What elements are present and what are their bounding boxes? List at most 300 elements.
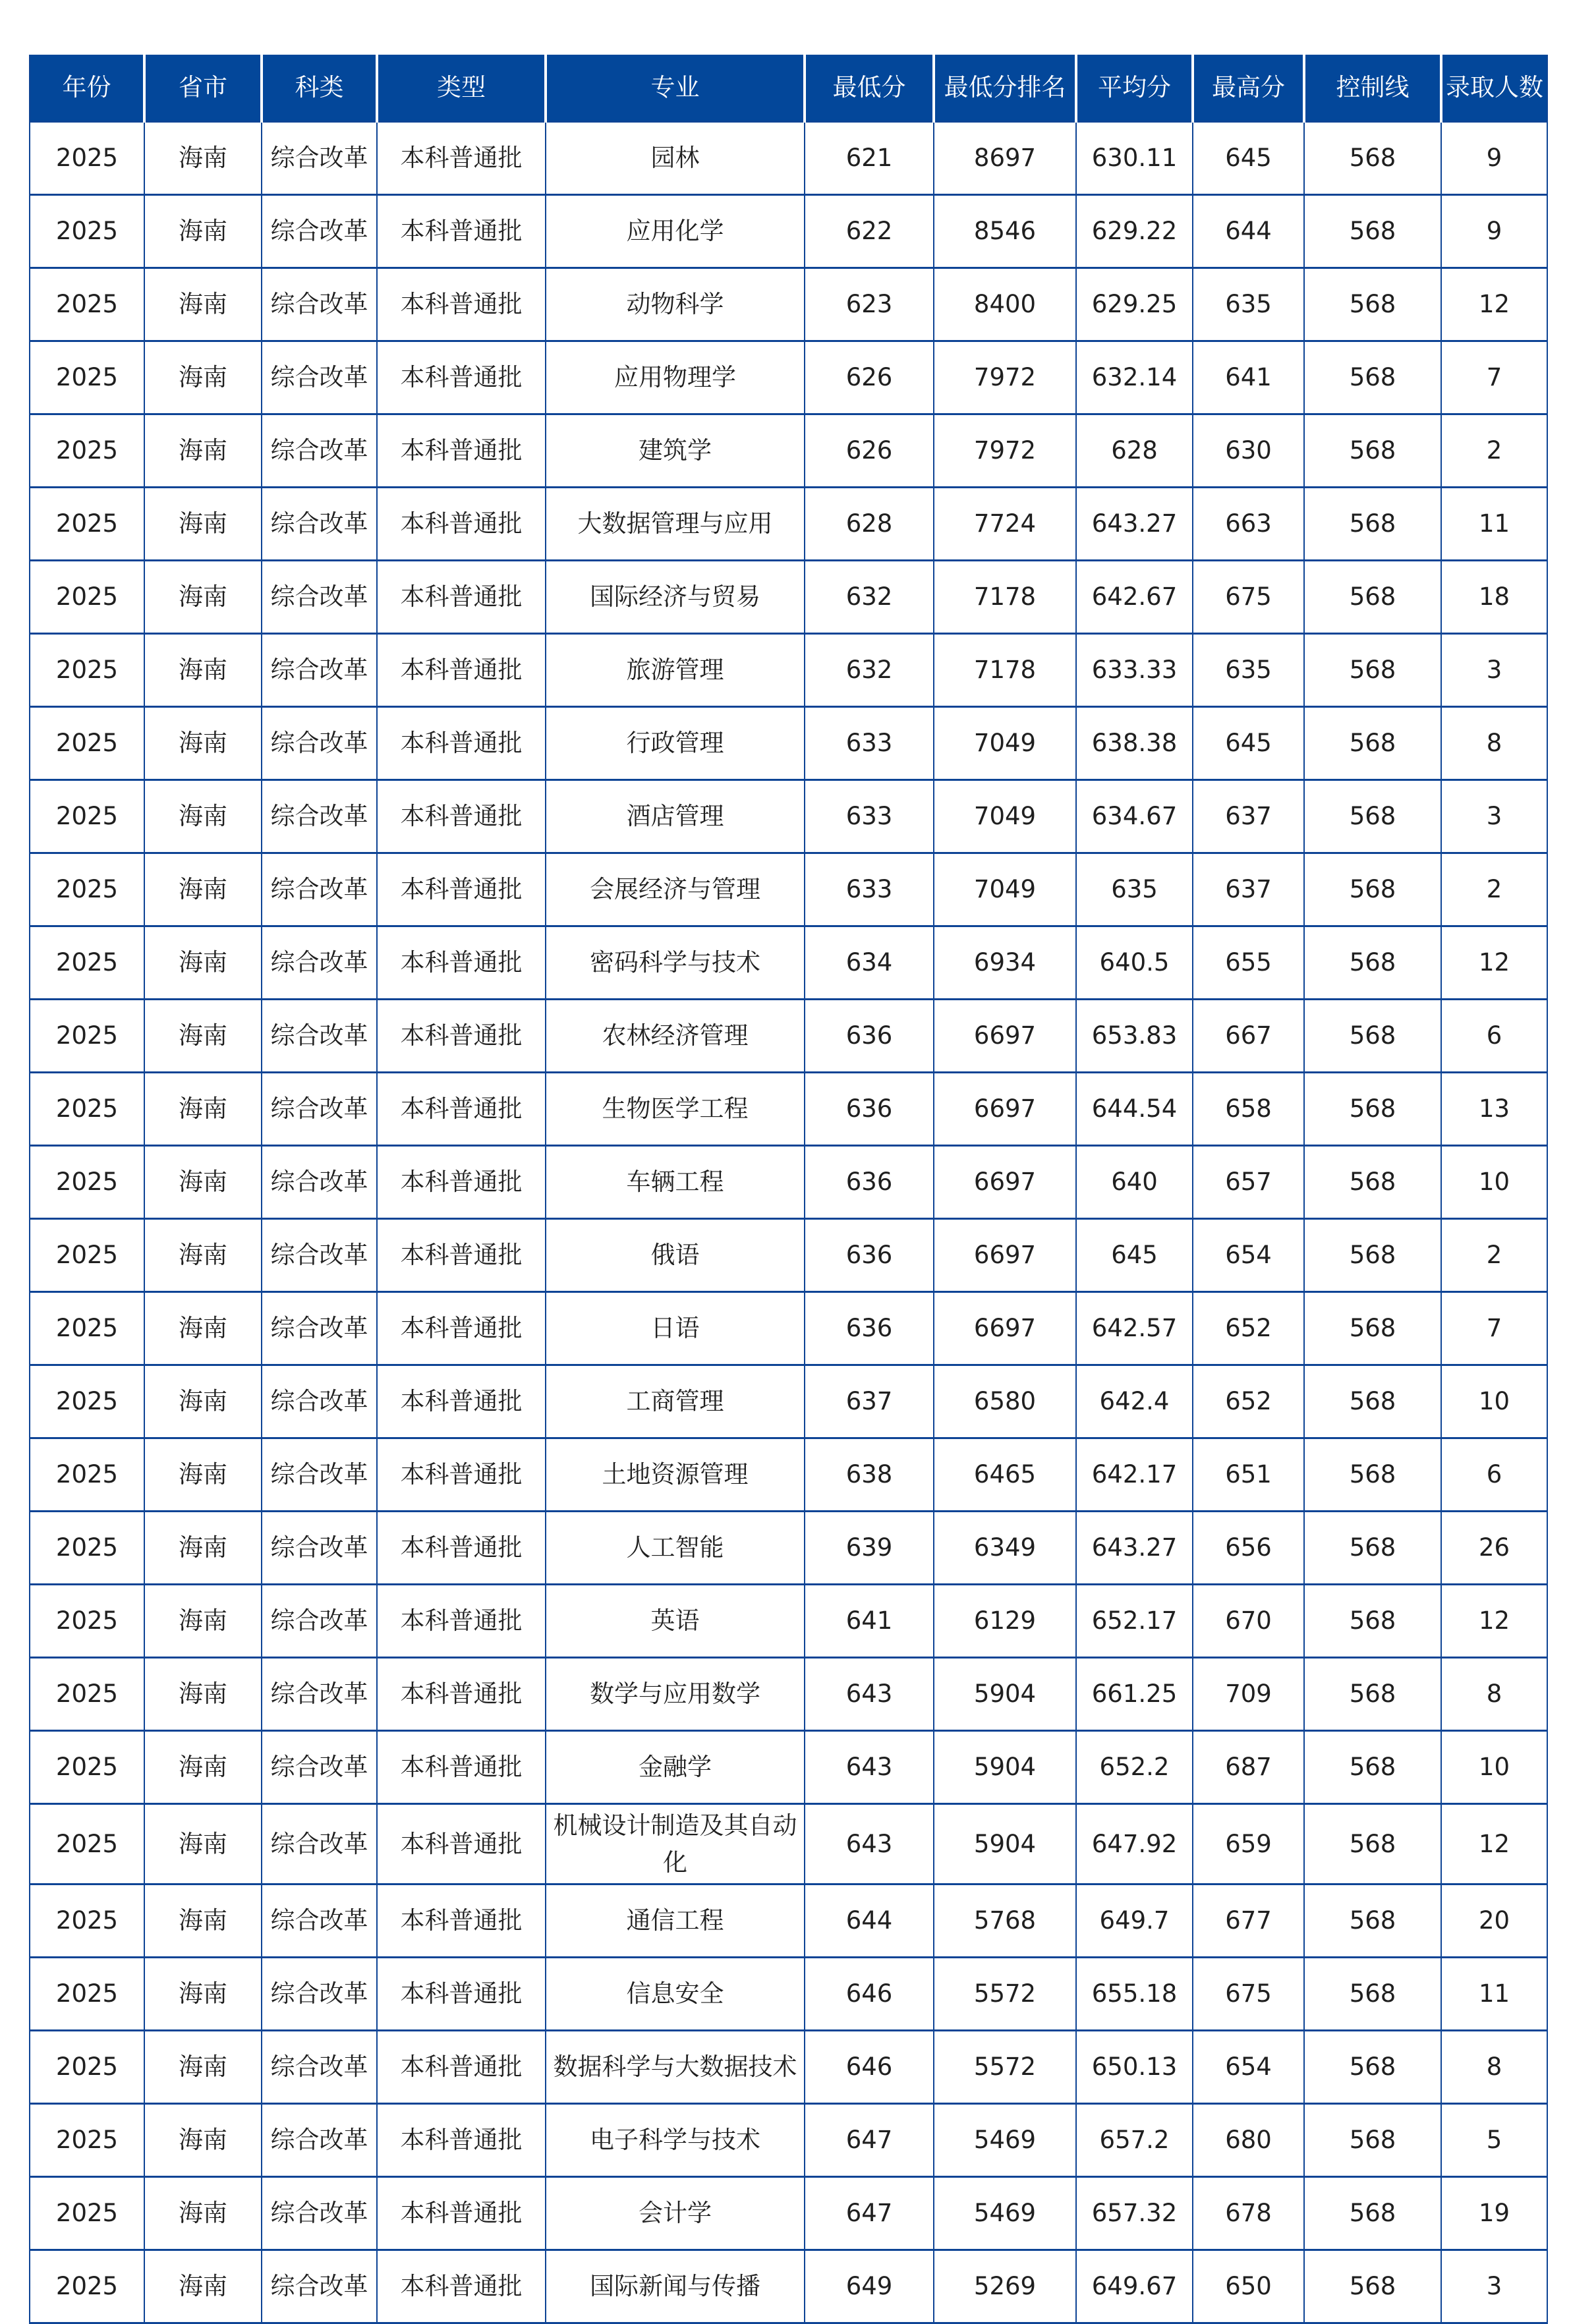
table-cell: 650.13	[1076, 2031, 1193, 2104]
table-row	[30, 1292, 1547, 1365]
table-cell: 海南	[144, 1438, 262, 1512]
table-cell: 568	[1304, 1585, 1441, 1658]
table-row	[30, 926, 1547, 1000]
table-cell: 644	[1193, 195, 1304, 268]
table-cell: 海南	[144, 268, 262, 341]
table-cell: 8	[1441, 1658, 1547, 1731]
table-cell: 海南	[144, 488, 262, 561]
table-cell: 本科普通批	[377, 1365, 546, 1438]
table-cell: 大数据管理与应用	[546, 488, 805, 561]
table-cell: 综合改革	[262, 1438, 377, 1512]
table-cell: 2025	[30, 2031, 144, 2104]
table-cell: 综合改革	[262, 1885, 377, 1958]
table-cell: 本科普通批	[377, 414, 546, 488]
table-cell: 本科普通批	[377, 1658, 546, 1731]
table-cell: 11	[1441, 1958, 1547, 2031]
table-cell: 6129	[934, 1585, 1076, 1658]
table-cell: 2025	[30, 1000, 144, 1073]
table-cell: 综合改革	[262, 2104, 377, 2177]
table-cell: 641	[805, 1585, 934, 1658]
table-cell: 综合改革	[262, 1292, 377, 1365]
table-cell: 637	[805, 1365, 934, 1438]
table-row	[30, 488, 1547, 561]
table-cell: 568	[1304, 926, 1441, 1000]
table-row	[30, 2250, 1547, 2323]
table-cell: 633.33	[1076, 634, 1193, 707]
table-row	[30, 1146, 1547, 1219]
table-cell: 3	[1441, 2250, 1547, 2323]
table-cell: 626	[805, 341, 934, 414]
table-cell: 641	[1193, 341, 1304, 414]
table-cell: 本科普通批	[377, 926, 546, 1000]
table-cell: 9	[1441, 195, 1547, 268]
table-cell: 综合改革	[262, 1585, 377, 1658]
table-cell: 海南	[144, 341, 262, 414]
table-cell: 654	[1193, 1219, 1304, 1292]
table-cell: 19	[1441, 2177, 1547, 2250]
table-cell: 568	[1304, 1958, 1441, 2031]
table-row	[30, 2177, 1547, 2250]
table-cell: 2025	[30, 2177, 144, 2250]
table-cell: 6	[1441, 1438, 1547, 1512]
table-cell: 5904	[934, 1658, 1076, 1731]
table-cell: 2025	[30, 1958, 144, 2031]
table-cell: 7	[1441, 1292, 1547, 1365]
table-cell: 568	[1304, 268, 1441, 341]
table-cell: 568	[1304, 2104, 1441, 2177]
table-cell: 652.17	[1076, 1585, 1193, 1658]
table-cell: 2	[1441, 414, 1547, 488]
table-cell: 本科普通批	[377, 1804, 546, 1885]
table-cell: 675	[1193, 561, 1304, 634]
table-cell: 633	[805, 853, 934, 926]
table-cell: 综合改革	[262, 268, 377, 341]
table-cell: 7049	[934, 853, 1076, 926]
table-cell: 568	[1304, 1365, 1441, 1438]
table-cell: 本科普通批	[377, 1219, 546, 1292]
table-cell: 634	[805, 926, 934, 1000]
table-cell: 10	[1441, 1365, 1547, 1438]
table-cell: 12	[1441, 268, 1547, 341]
table-row	[30, 1512, 1547, 1585]
table-cell: 综合改革	[262, 561, 377, 634]
table-cell: 2025	[30, 1885, 144, 1958]
table-cell: 车辆工程	[546, 1146, 805, 1219]
table-row	[30, 1000, 1547, 1073]
table-cell: 6580	[934, 1365, 1076, 1438]
table-cell: 综合改革	[262, 707, 377, 780]
table-cell: 农林经济管理	[546, 1000, 805, 1073]
table-cell: 本科普通批	[377, 1292, 546, 1365]
table-cell: 655	[1193, 926, 1304, 1000]
table-cell: 635	[1193, 268, 1304, 341]
table-cell: 综合改革	[262, 1219, 377, 1292]
table-cell: 本科普通批	[377, 341, 546, 414]
table-cell: 海南	[144, 414, 262, 488]
table-cell: 2025	[30, 268, 144, 341]
table-cell: 通信工程	[546, 1885, 805, 1958]
table-cell: 650	[1193, 2250, 1304, 2323]
table-row	[30, 1073, 1547, 1146]
table-cell: 667	[1193, 1000, 1304, 1073]
table-row	[30, 1219, 1547, 1292]
table-cell: 568	[1304, 634, 1441, 707]
table-cell: 568	[1304, 122, 1441, 195]
table-row	[30, 707, 1547, 780]
table-cell: 636	[805, 1219, 934, 1292]
table-row	[30, 341, 1547, 414]
table-cell: 568	[1304, 853, 1441, 926]
table-cell: 630	[1193, 414, 1304, 488]
table-cell: 综合改革	[262, 1658, 377, 1731]
table-row	[30, 853, 1547, 926]
table-cell: 海南	[144, 780, 262, 853]
table-cell: 旅游管理	[546, 634, 805, 707]
table-cell: 646	[805, 2031, 934, 2104]
table-cell: 10	[1441, 1731, 1547, 1804]
table-cell: 652	[1193, 1292, 1304, 1365]
table-cell: 会计学	[546, 2177, 805, 2250]
table-cell: 626	[805, 414, 934, 488]
table-cell: 621	[805, 122, 934, 195]
table-cell: 675	[1193, 1958, 1304, 2031]
table-cell: 2025	[30, 780, 144, 853]
table-cell: 7178	[934, 561, 1076, 634]
table-cell: 11	[1441, 488, 1547, 561]
table-cell: 18	[1441, 561, 1547, 634]
table-cell: 8546	[934, 195, 1076, 268]
table-cell: 7178	[934, 634, 1076, 707]
table-cell: 687	[1193, 1731, 1304, 1804]
table-cell: 652	[1193, 1365, 1304, 1438]
table-cell: 623	[805, 268, 934, 341]
table-cell: 综合改革	[262, 488, 377, 561]
table-cell: 645	[1076, 1219, 1193, 1292]
table-cell: 657.32	[1076, 2177, 1193, 2250]
table-cell: 土地资源管理	[546, 1438, 805, 1512]
table-cell: 本科普通批	[377, 1585, 546, 1658]
table-cell: 本科普通批	[377, 707, 546, 780]
table-cell: 动物科学	[546, 268, 805, 341]
table-cell: 海南	[144, 1292, 262, 1365]
table-cell: 2025	[30, 122, 144, 195]
table-cell: 2025	[30, 1731, 144, 1804]
table-cell: 654	[1193, 2031, 1304, 2104]
table-cell: 5469	[934, 2177, 1076, 2250]
table-cell: 海南	[144, 2104, 262, 2177]
table-cell: 行政管理	[546, 707, 805, 780]
table-cell: 2025	[30, 1292, 144, 1365]
table-cell: 633	[805, 707, 934, 780]
table-cell: 568	[1304, 1000, 1441, 1073]
table-cell: 应用化学	[546, 195, 805, 268]
table-cell: 海南	[144, 122, 262, 195]
table-cell: 6465	[934, 1438, 1076, 1512]
table-cell: 643	[805, 1658, 934, 1731]
table-cell: 本科普通批	[377, 561, 546, 634]
table-cell: 国际经济与贸易	[546, 561, 805, 634]
table-cell: 2025	[30, 707, 144, 780]
table-cell: 生物医学工程	[546, 1073, 805, 1146]
table-cell: 645	[1193, 707, 1304, 780]
table-cell: 639	[805, 1512, 934, 1585]
table-cell: 659	[1193, 1804, 1304, 1885]
table-row	[30, 268, 1547, 341]
table-cell: 12	[1441, 1585, 1547, 1658]
table-cell: 5269	[934, 2250, 1076, 2323]
table-cell: 5768	[934, 1885, 1076, 1958]
table-cell: 综合改革	[262, 634, 377, 707]
table-cell: 26	[1441, 1512, 1547, 1585]
table-cell: 8697	[934, 122, 1076, 195]
table-cell: 653.83	[1076, 1000, 1193, 1073]
table-cell: 综合改革	[262, 1731, 377, 1804]
table-cell: 629.25	[1076, 268, 1193, 341]
table-cell: 634.67	[1076, 780, 1193, 853]
table-cell: 568	[1304, 1438, 1441, 1512]
table-cell: 本科普通批	[377, 1885, 546, 1958]
table-cell: 园林	[546, 122, 805, 195]
table-cell: 637	[1193, 853, 1304, 926]
column-header: 控制线	[1304, 55, 1441, 122]
table-cell: 9	[1441, 122, 1547, 195]
table-cell: 568	[1304, 1885, 1441, 1958]
table-cell: 8	[1441, 707, 1547, 780]
table-cell: 636	[805, 1292, 934, 1365]
table-cell: 应用物理学	[546, 341, 805, 414]
table-cell: 本科普通批	[377, 853, 546, 926]
table-row	[30, 195, 1547, 268]
table-cell: 637	[1193, 780, 1304, 853]
table-cell: 8400	[934, 268, 1076, 341]
table-cell: 10	[1441, 1146, 1547, 1219]
table-cell: 综合改革	[262, 1804, 377, 1885]
table-cell: 海南	[144, 853, 262, 926]
table-cell: 568	[1304, 488, 1441, 561]
table-cell: 643	[805, 1804, 934, 1885]
table-row	[30, 1438, 1547, 1512]
table-cell: 643	[805, 1731, 934, 1804]
table-cell: 640	[1076, 1146, 1193, 1219]
table-cell: 661.25	[1076, 1658, 1193, 1731]
table-cell: 数据科学与大数据技术	[546, 2031, 805, 2104]
table-cell: 英语	[546, 1585, 805, 1658]
table-cell: 海南	[144, 1512, 262, 1585]
table-cell: 2025	[30, 2104, 144, 2177]
table-cell: 5469	[934, 2104, 1076, 2177]
table-cell: 5904	[934, 1731, 1076, 1804]
table-cell: 636	[805, 1000, 934, 1073]
table-cell: 信息安全	[546, 1958, 805, 2031]
table-cell: 8	[1441, 2031, 1547, 2104]
table-row	[30, 1365, 1547, 1438]
table-row	[30, 1585, 1547, 1658]
column-header: 最低分	[805, 55, 934, 122]
table-row	[30, 414, 1547, 488]
table-cell: 综合改革	[262, 2031, 377, 2104]
table-cell: 632.14	[1076, 341, 1193, 414]
column-header: 录取人数	[1441, 55, 1547, 122]
table-cell: 本科普通批	[377, 2031, 546, 2104]
table-cell: 7724	[934, 488, 1076, 561]
table-cell: 海南	[144, 195, 262, 268]
table-cell: 综合改革	[262, 122, 377, 195]
table-cell: 2025	[30, 561, 144, 634]
table-cell: 640.5	[1076, 926, 1193, 1000]
table-cell: 12	[1441, 1804, 1547, 1885]
table-cell: 642.57	[1076, 1292, 1193, 1365]
table-cell: 5572	[934, 2031, 1076, 2104]
table-cell: 海南	[144, 1146, 262, 1219]
table-cell: 629.22	[1076, 195, 1193, 268]
table-cell: 2025	[30, 488, 144, 561]
table-cell: 647	[805, 2177, 934, 2250]
table-cell: 本科普通批	[377, 1146, 546, 1219]
table-cell: 647.92	[1076, 1804, 1193, 1885]
table-cell: 2025	[30, 1658, 144, 1731]
table-cell: 综合改革	[262, 2250, 377, 2323]
table-row	[30, 1885, 1547, 1958]
table-cell: 本科普通批	[377, 2104, 546, 2177]
table-cell: 5572	[934, 1958, 1076, 2031]
table-cell: 7972	[934, 341, 1076, 414]
table-cell: 海南	[144, 1365, 262, 1438]
table-cell: 638.38	[1076, 707, 1193, 780]
table-cell: 6697	[934, 1073, 1076, 1146]
table-cell: 646	[805, 1958, 934, 2031]
table-cell: 海南	[144, 1804, 262, 1885]
table-cell: 6697	[934, 1292, 1076, 1365]
table-row	[30, 1731, 1547, 1804]
table-cell: 568	[1304, 1146, 1441, 1219]
table-cell: 日语	[546, 1292, 805, 1365]
table-cell: 649.7	[1076, 1885, 1193, 1958]
table-cell: 628	[805, 488, 934, 561]
table-cell: 海南	[144, 926, 262, 1000]
table-cell: 568	[1304, 1073, 1441, 1146]
table-header-row	[30, 55, 1547, 122]
table-cell: 本科普通批	[377, 1958, 546, 2031]
table-cell: 6349	[934, 1512, 1076, 1585]
table-cell: 俄语	[546, 1219, 805, 1292]
table-cell: 2025	[30, 2250, 144, 2323]
table-cell: 7972	[934, 414, 1076, 488]
table-cell: 机械设计制造及其自动化	[546, 1804, 805, 1885]
table-cell: 海南	[144, 1658, 262, 1731]
table-cell: 643.27	[1076, 1512, 1193, 1585]
table-cell: 本科普通批	[377, 780, 546, 853]
table-cell: 本科普通批	[377, 2177, 546, 2250]
table-cell: 海南	[144, 1885, 262, 1958]
table-cell: 本科普通批	[377, 488, 546, 561]
table-cell: 本科普通批	[377, 2250, 546, 2323]
table-cell: 海南	[144, 2177, 262, 2250]
table-cell: 6697	[934, 1000, 1076, 1073]
table-cell: 568	[1304, 195, 1441, 268]
table-cell: 2025	[30, 634, 144, 707]
table-cell: 7049	[934, 707, 1076, 780]
table-cell: 636	[805, 1146, 934, 1219]
table-cell: 国际新闻与传播	[546, 2250, 805, 2323]
table-cell: 金融学	[546, 1731, 805, 1804]
column-header: 类型	[377, 55, 546, 122]
table-cell: 2025	[30, 926, 144, 1000]
table-row	[30, 2031, 1547, 2104]
table-cell: 本科普通批	[377, 634, 546, 707]
table-cell: 709	[1193, 1658, 1304, 1731]
table-cell: 综合改革	[262, 853, 377, 926]
table-cell: 635	[1076, 853, 1193, 926]
table-cell: 635	[1193, 634, 1304, 707]
table-cell: 678	[1193, 2177, 1304, 2250]
table-cell: 642.17	[1076, 1438, 1193, 1512]
table-cell: 647	[805, 2104, 934, 2177]
column-header: 省市	[144, 55, 262, 122]
table-cell: 数学与应用数学	[546, 1658, 805, 1731]
table-cell: 677	[1193, 1885, 1304, 1958]
table-cell: 568	[1304, 341, 1441, 414]
table-row	[30, 1958, 1547, 2031]
table-cell: 568	[1304, 1658, 1441, 1731]
table-cell: 3	[1441, 634, 1547, 707]
table-cell: 6	[1441, 1000, 1547, 1073]
table-cell: 655.18	[1076, 1958, 1193, 2031]
table-cell: 本科普通批	[377, 122, 546, 195]
table-cell: 638	[805, 1438, 934, 1512]
table-cell: 海南	[144, 1219, 262, 1292]
table-cell: 568	[1304, 1292, 1441, 1365]
table-cell: 568	[1304, 2177, 1441, 2250]
table-cell: 海南	[144, 2250, 262, 2323]
table-cell: 680	[1193, 2104, 1304, 2177]
table-cell: 568	[1304, 707, 1441, 780]
table-cell: 651	[1193, 1438, 1304, 1512]
table-cell: 本科普通批	[377, 1000, 546, 1073]
table-cell: 2025	[30, 195, 144, 268]
column-header: 最低分排名	[934, 55, 1076, 122]
table-cell: 568	[1304, 1731, 1441, 1804]
table-cell: 6697	[934, 1219, 1076, 1292]
table-cell: 6697	[934, 1146, 1076, 1219]
table-cell: 568	[1304, 1804, 1441, 1885]
table-cell: 本科普通批	[377, 1073, 546, 1146]
table-row	[30, 561, 1547, 634]
table-cell: 综合改革	[262, 414, 377, 488]
table-cell: 20	[1441, 1885, 1547, 1958]
table-cell: 建筑学	[546, 414, 805, 488]
table-cell: 海南	[144, 1731, 262, 1804]
table-cell: 568	[1304, 2250, 1441, 2323]
table-cell: 2025	[30, 1804, 144, 1885]
table-cell: 568	[1304, 561, 1441, 634]
table-cell: 海南	[144, 1958, 262, 2031]
table-cell: 5	[1441, 2104, 1547, 2177]
column-header: 年份	[30, 55, 144, 122]
table-cell: 568	[1304, 780, 1441, 853]
table-cell: 6934	[934, 926, 1076, 1000]
table-cell: 综合改革	[262, 780, 377, 853]
table-cell: 综合改革	[262, 1365, 377, 1438]
table-cell: 2025	[30, 341, 144, 414]
table-cell: 海南	[144, 1073, 262, 1146]
table-cell: 2025	[30, 1073, 144, 1146]
table-cell: 2025	[30, 1365, 144, 1438]
table-cell: 本科普通批	[377, 1512, 546, 1585]
table-cell: 644.54	[1076, 1073, 1193, 1146]
table-cell: 13	[1441, 1073, 1547, 1146]
table-cell: 海南	[144, 561, 262, 634]
table-cell: 652.2	[1076, 1731, 1193, 1804]
